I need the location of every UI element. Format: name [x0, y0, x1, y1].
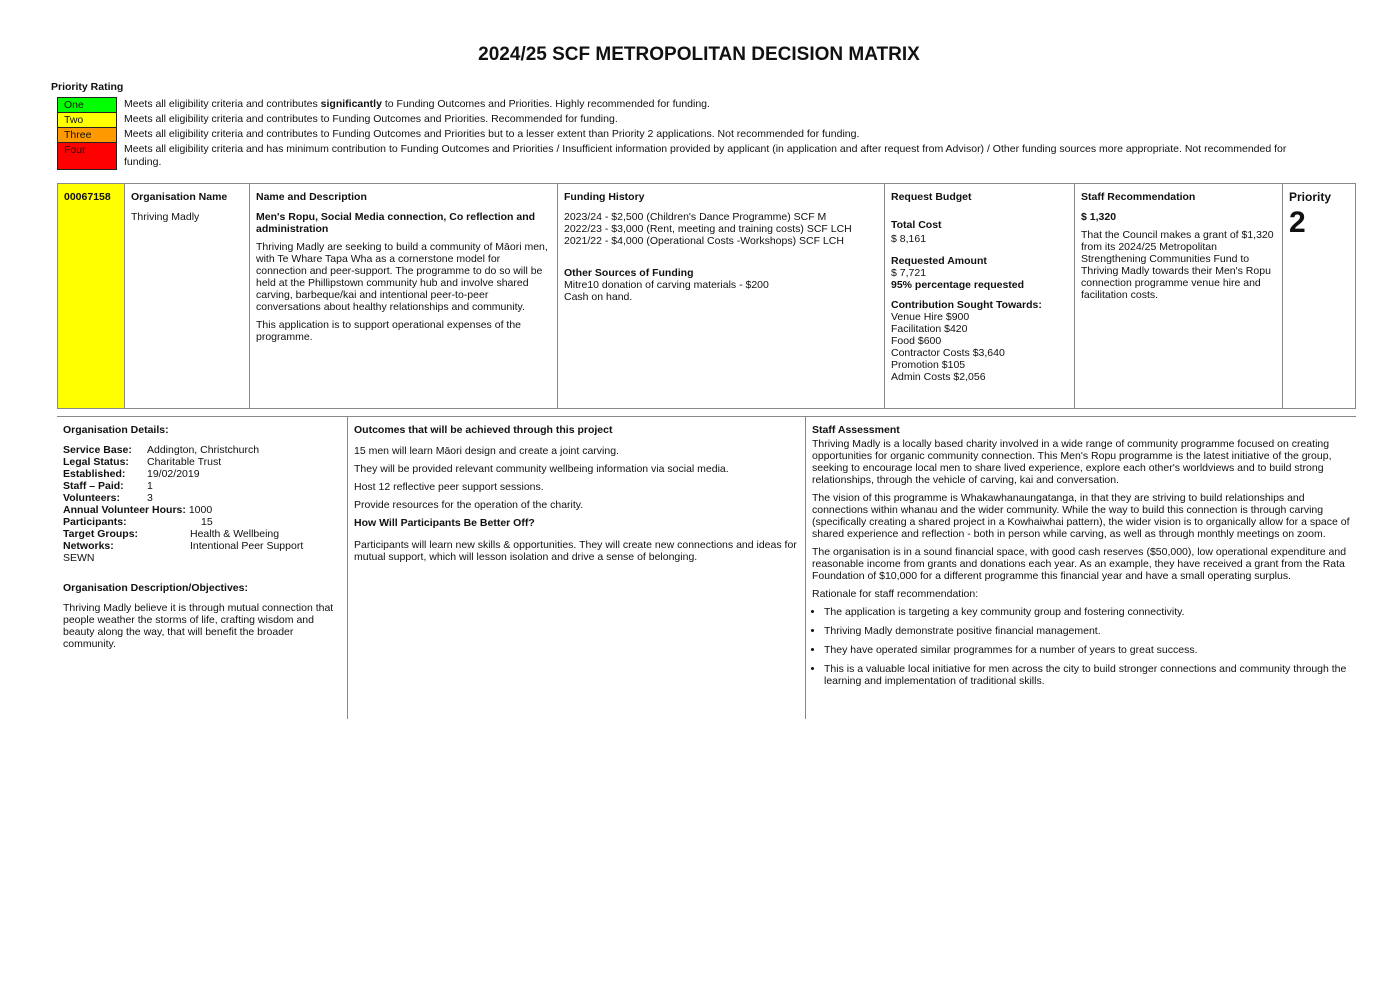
detail-value: Health & Wellbeing: [190, 528, 280, 540]
volunteer-hours-row: [63, 504, 341, 516]
org-description-header: Organisation Description/Objectives:: [63, 582, 248, 594]
outcome-item: They will be provided relevant community wellbeing information via social media.: [354, 463, 729, 475]
staff-recommendation-text: That the Council makes a grant of $1,320 from its 2024/25 Metropolitan Strengthening Communities Fund to Thriving Madly towards their Men's Ropu connection programme venue hire and facilitation costs.: [1081, 229, 1274, 301]
application-id-cell: [58, 184, 125, 408]
assessment-paragraph: The organisation is in a sound financial space, with good cash reserves ($50,000), low operational expenditure and reasonable income from grants and donations each year. As an example, they have received a grant from the Rata Foundation of $10,000 for a different programme this financial year and have a small operating surplus.: [812, 546, 1347, 582]
organisation-cell: [125, 184, 250, 408]
legend-text-two: Meets all eligibility criteria and contributes to Funding Outcomes and Priorities. Recommended for funding.: [124, 113, 618, 125]
better-off-header: How Will Participants Be Better Off?: [354, 517, 535, 529]
legend-swatch-four: Four: [57, 142, 117, 170]
requested-amount-label: Requested Amount: [891, 255, 987, 267]
contribution-item: Food $600: [891, 335, 942, 347]
description-header: Name and Description: [256, 191, 367, 203]
other-funding-item: Cash on hand.: [564, 291, 633, 303]
detail-label: Annual Volunteer Hours:: [63, 504, 186, 516]
detail-value: 1000: [188, 504, 213, 516]
detail-value: Intentional Peer Support: [190, 540, 304, 552]
funding-history-header: Funding History: [564, 191, 645, 203]
priority-cell: [1283, 184, 1355, 408]
contribution-item: Facilitation $420: [891, 323, 968, 335]
funding-history-item: 2022/23 - $3,000 (Rent, meeting and training costs) SCF LCH: [564, 223, 852, 235]
project-title: Men's Ropu, Social Media connection, Co reflection and administration: [256, 211, 536, 235]
legend-swatch-two: Two: [57, 112, 117, 127]
funding-history-item: 2023/24 - $2,500 (Children's Dance Programme) SCF M: [564, 211, 827, 223]
percentage-requested: 95% percentage requested: [891, 279, 1025, 291]
detail-label: Staff – Paid:: [63, 480, 124, 492]
outcome-item: Host 12 reflective peer support sessions.: [354, 481, 544, 493]
staff-assessment-header: Staff Assessment: [812, 424, 900, 436]
target-groups-row: [63, 528, 341, 540]
contribution-label: Contribution Sought Towards:: [891, 299, 1042, 311]
rationale-item: • The application is targeting a key community group and fostering connectivity.: [824, 606, 1350, 618]
other-funding-header: Other Sources of Funding: [564, 267, 694, 279]
total-cost-value: $ 8,161: [891, 233, 927, 245]
detail-label: Participants:: [63, 516, 127, 528]
rationale-item: • This is a valuable local initiative for men across the city to build stronger connections and community through the learning and implementation of traditional skills.: [824, 663, 1350, 687]
rationale-list: [812, 606, 1350, 687]
priority-legend: [57, 97, 1307, 170]
total-cost-label: Total Cost: [891, 219, 942, 231]
outcome-item: 15 men will learn Māori design and create a joint carving.: [354, 445, 619, 457]
contribution-item: Admin Costs $2,056: [891, 371, 986, 383]
assessment-paragraph: Thriving Madly is a locally based charity involved in a wide range of community programme focused on creating opportunities for organic community connection. This Men's Ropu programme is the latest initiative of the group, seeking to encourage local men to share lived experience, explore each other's worldviews and to build strong relationships, through the vehicle of carving, kai and conversation.: [812, 438, 1332, 486]
project-description: Thriving Madly are seeking to build a community of Māori men, with Te Whare Tapa Wha as a cornerstone model for connection and peer-support. The programme to do so will be held at the Phillipstown community hub and involve shared carving, barbeque/kai and intentional peer-to-peer conversations about healthy relationships and community.: [256, 241, 548, 313]
org-description: Thriving Madly believe it is through mutual connection that people weather the storms of life, crafting wisdom and beauty along the way, that will benefit the broader community.: [63, 602, 334, 650]
requested-amount-value: $ 7,721: [891, 267, 927, 279]
org-details-header: Organisation Details:: [63, 424, 169, 436]
detail-label: Legal Status:: [63, 456, 129, 468]
org-details-list: [63, 444, 341, 504]
detail-value: Charitable Trust: [147, 456, 222, 468]
application-id: 00067158: [64, 191, 111, 203]
priority-header: Priority: [1289, 190, 1332, 204]
networks-extra: SEWN: [63, 552, 95, 564]
rationale-item: • They have operated similar programmes for a number of years to great success.: [824, 644, 1350, 656]
outcomes-header: Outcomes that will be achieved through this project: [354, 424, 613, 436]
staff-recommendation-header: Staff Recommendation: [1081, 191, 1196, 203]
request-budget-cell: [885, 184, 1075, 408]
outcomes-panel: [348, 417, 806, 719]
contribution-item: Promotion $105: [891, 359, 966, 371]
contribution-item: Contractor Costs $3,640: [891, 347, 1005, 359]
detail-label: Established:: [63, 468, 126, 480]
description-cell: [250, 184, 558, 408]
decision-matrix-row: [57, 183, 1356, 409]
details-section: [57, 416, 1356, 719]
staff-assessment-panel: [806, 417, 1356, 719]
detail-value: 3: [147, 492, 153, 504]
request-budget-header: Request Budget: [891, 191, 972, 203]
page-title: 2024/25 SCF METROPOLITAN DECISION MATRIX: [478, 44, 920, 65]
legend-swatch-three: Three: [57, 127, 117, 142]
better-off-text: Participants will learn new skills & opportunities. They will create new connections and ideas for mutual support, which will lesson isolation and drive a sense of belonging.: [354, 539, 797, 563]
detail-label: Networks:: [63, 540, 114, 552]
funding-history-item: 2021/22 - $4,000 (Operational Costs -Workshops) SCF LCH: [564, 235, 844, 247]
priority-value: 2: [1289, 206, 1306, 239]
org-name-header: Organisation Name: [131, 191, 228, 203]
legend-text-one: Meets all eligibility criteria and contributes significantly to Funding Outcomes and Priorities. Highly recommended for funding.: [124, 98, 710, 110]
detail-value: 1: [147, 480, 153, 492]
rationale-item: • Thriving Madly demonstrate positive financial management.: [824, 625, 1350, 637]
networks-row: [63, 540, 341, 552]
detail-label: Volunteers:: [63, 492, 120, 504]
legend-row-four: [57, 142, 1307, 170]
legend-row-two: [57, 112, 1307, 127]
assessment-paragraph: The vision of this programme is Whakawhanaungatanga, in that they are striving to build relationships and connections within whanau and the wider community. While the way to build this connection is through carving (specifically creating a shared project in a Kowhaiwhai pattern), the wider vision is to organically allow for a space of shared experience and reflection - both in person while carving, as well as through monthly meetings on zoom.: [812, 492, 1350, 540]
detail-value: 19/02/2019: [147, 468, 200, 480]
other-funding-item: Mitre10 donation of carving materials - $200: [564, 279, 769, 291]
participants-row: [63, 516, 341, 528]
rationale-label: Rationale for staff recommendation:: [812, 588, 979, 600]
legend-text-three: Meets all eligibility criteria and contributes to Funding Outcomes and Priorities but to a lesser extent than Priority 2 applications. Not recommended for funding.: [124, 128, 860, 140]
contribution-item: Venue Hire $900: [891, 311, 970, 323]
funding-history-cell: [558, 184, 885, 408]
detail-value: Addington, Christchurch: [147, 444, 260, 456]
legend-swatch-one: One: [57, 97, 117, 112]
recommended-amount: $ 1,320: [1081, 211, 1117, 223]
project-purpose: This application is to support operational expenses of the programme.: [256, 319, 521, 343]
detail-label: Target Groups:: [63, 528, 139, 540]
detail-label: Service Base:: [63, 444, 132, 456]
legend-row-three: [57, 127, 1307, 142]
legend-text-four: Meets all eligibility criteria and has minimum contribution to Funding Outcomes and Priorities / Insufficient information provided by applicant (in application and after request from Advisor) / Other funding sources more appropriate. Not recommended for funding.: [124, 143, 1287, 168]
outcome-item: Provide resources for the operation of the charity.: [354, 499, 584, 511]
detail-value: 15: [201, 516, 213, 528]
priority-rating-label: Priority Rating: [51, 81, 124, 93]
legend-row-one: [57, 97, 1307, 112]
staff-recommendation-cell: [1075, 184, 1283, 408]
organisation-details: [57, 417, 348, 719]
org-name: Thriving Madly: [131, 211, 200, 223]
